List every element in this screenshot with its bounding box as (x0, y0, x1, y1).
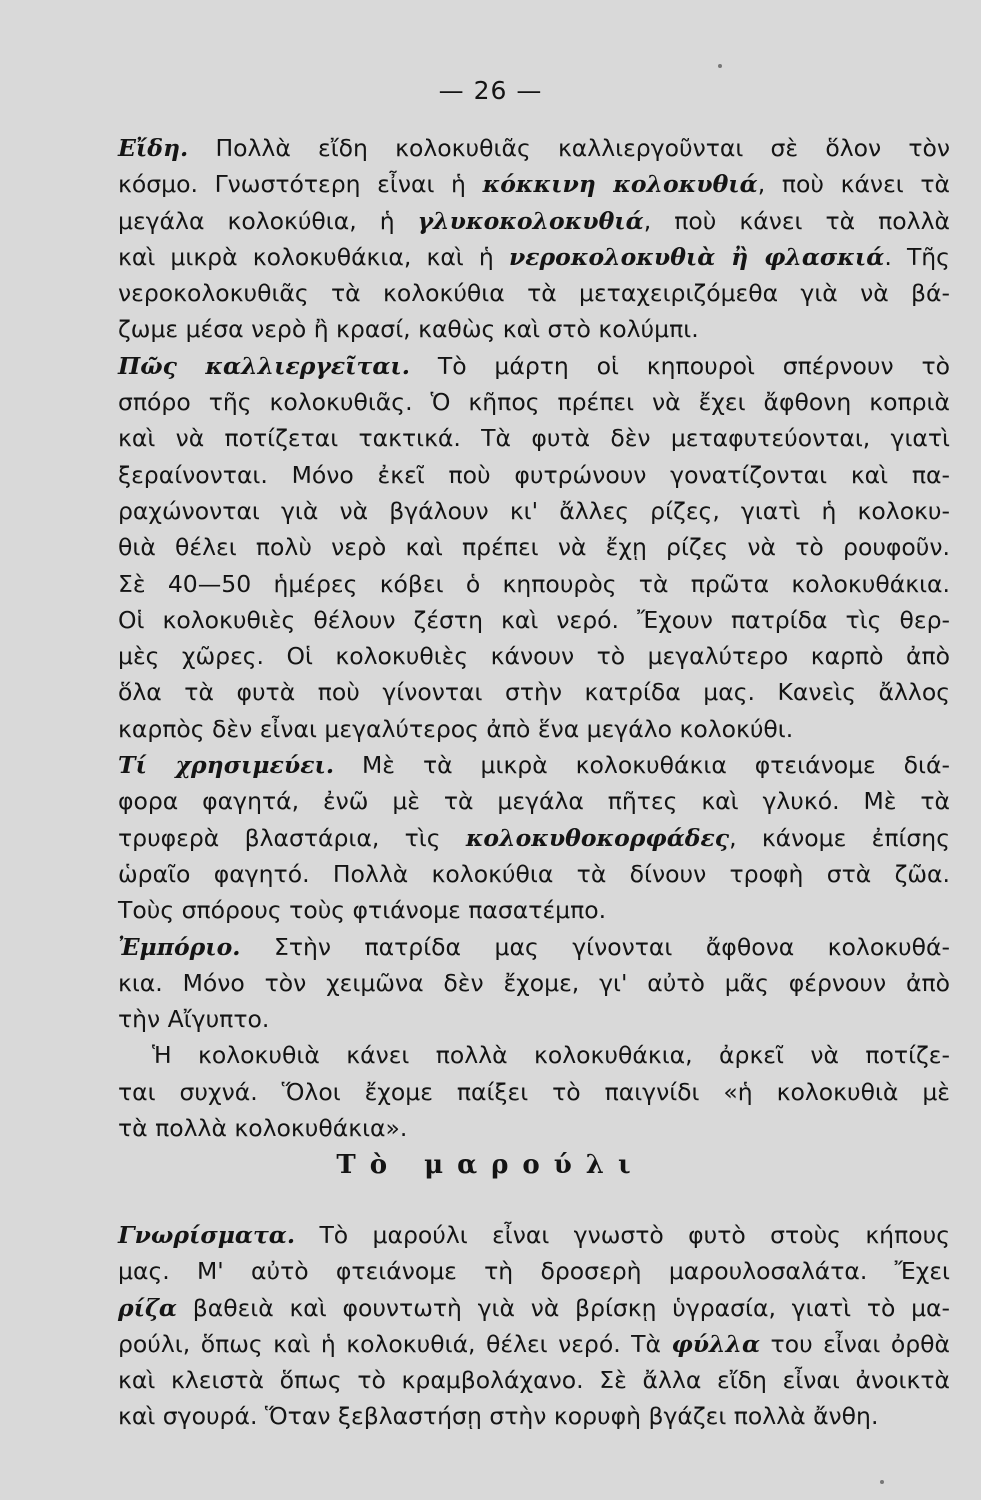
text-line (118, 711, 950, 747)
body-text: Ἡ κολοκυθιὰ κάνει πολλὰ κολοκυθάκια, ἀρκεῖ νὰ ποτίζε- (152, 1041, 950, 1070)
body-text: Σὲ 40—50 ἡμέρες κόβει ὁ κηπουρὸς τὰ πρῶτα κολοκυθάκια. (118, 569, 950, 598)
body-text: καὶ μικρὰ κολοκυθάκια, καὶ ἡ (118, 242, 509, 271)
body-text: Μὲ τὰ μικρὰ κολοκυθάκια φτειάνομε διά- (362, 751, 950, 780)
emphasized-term: κόκκινη κολοκυθιά (482, 170, 758, 199)
body-text: Πολλὰ εἴδη κολοκυθιᾶς καλλιεργοῦνται σὲ ὅλον τὸν (215, 134, 950, 162)
body-text: ὅλα τὰ φυτὰ ποὺ γίνονται στὴν κατρίδα μας. Κανεὶς ἄλλος (118, 678, 950, 707)
body-text: Οἱ κολοκυθιὲς θέλουν ζέστη καὶ νερό. Ἔχουν πατρίδα τὶς θερ- (118, 605, 950, 634)
body-text: μεγάλα κολοκύθια, ἡ (118, 206, 418, 235)
text-line (118, 820, 950, 856)
text-block-upper (118, 130, 950, 1146)
body-text: σπόρο τῆς κολοκυθιᾶς. Ὁ κῆπος πρέπει νὰ ἔχει ἄφθονη κοπριὰ (118, 388, 950, 417)
print-speck (718, 64, 722, 68)
text-line (118, 1326, 950, 1362)
text-line (118, 747, 950, 783)
body-text: . Τῆς (884, 242, 950, 271)
body-text: , κάνομε ἐπίσης (729, 823, 950, 852)
text-line (118, 1398, 950, 1434)
body-text: μὲς χῶρες. Οἱ κολοκυθιὲς κάνουν τὸ μεγαλύτερο καρπὸ ἀπὸ (118, 642, 950, 671)
text-block-lower (118, 1217, 950, 1435)
paragraph (118, 747, 950, 928)
text-line (118, 1110, 950, 1146)
body-text: ρούλι, ὅπως καὶ ἡ κολοκυθιά, θέλει νερό. Τὰ (118, 1329, 672, 1358)
paragraph (118, 130, 950, 348)
body-text: Τὸ μάρτη οἱ κηπουροὶ σπέρνουν τὸ (437, 351, 950, 380)
text-line (118, 130, 950, 166)
body-text: καὶ σγουρά. Ὅταν ξεβλαστήσῃ στὴν κορυφὴ βγάζει πολλὰ ἄνθη. (118, 1402, 879, 1431)
emphasized-term: νεροκολοκυθιὰ ἢ φλασκιά (508, 242, 885, 271)
section-heading: Εἴδη. (118, 134, 189, 162)
text-line (118, 420, 950, 456)
text-line (118, 275, 950, 311)
text-line (118, 638, 950, 674)
page-number: — 26 — (438, 76, 543, 105)
text-line (118, 166, 950, 202)
body-text: τὰ πολλὰ κολοκυθάκια». (118, 1114, 408, 1143)
text-line (118, 203, 950, 239)
paragraph (118, 1217, 950, 1435)
body-text: τρυφερὰ βλαστάρια, τὶς (118, 823, 466, 852)
body-text: ξεραίνονται. Μόνο ἐκεῖ ποὺ φυτρώνουν γονατίζονται καὶ πα- (118, 460, 950, 489)
body-text: κια. Μόνο τὸν χειμῶνα δὲν ἔχομε, γι' αὐτὸ μᾶς φέρνουν ἀπὸ (118, 968, 950, 997)
section-title: Τὸ μαρούλι (336, 1150, 645, 1180)
section-heading: Γνωρίσματα. (118, 1221, 296, 1249)
text-line (118, 1362, 950, 1398)
body-text: ὡραῖο φαγητό. Πολλὰ κολοκύθια τὰ δίνουν τροφὴ στὰ ζῶα. (118, 859, 950, 888)
emphasized-term: γλυκοκολοκυθιά (417, 206, 644, 235)
section-heading: Τί χρησιμεύει. (118, 751, 335, 780)
text-line (118, 674, 950, 710)
body-text: φορα φαγητά, ἐνῶ μὲ τὰ μεγάλα πῆτες καὶ γλυκό. Μὲ τὰ (118, 787, 950, 816)
paragraph (118, 348, 950, 747)
body-text: καὶ νὰ ποτίζεται τακτικά. Τὰ φυτὰ δὲν μεταφυτεύονται, γιατὶ (118, 424, 950, 453)
text-line (118, 566, 950, 602)
text-line (118, 239, 950, 275)
section-heading: Ἐμπόριο. (118, 932, 241, 961)
text-line (118, 965, 950, 1001)
text-line (118, 783, 950, 819)
section-heading: Πῶς καλλιεργεῖται. (118, 351, 410, 380)
text-line (118, 892, 950, 928)
text-line (118, 1037, 950, 1073)
text-line (118, 348, 950, 384)
body-text: , ποὺ κάνει τὰ πολλὰ (643, 206, 950, 235)
body-text: ται συχνά. Ὅλοι ἔχομε παίξει τὸ παιγνίδι «ἡ κολοκυθιὰ μὲ (118, 1077, 950, 1106)
text-line (118, 311, 950, 347)
body-text: τὴν Αἴγυπτο. (118, 1005, 270, 1034)
text-line (118, 1253, 950, 1289)
body-text: του εἶναι ὀρθὰ (760, 1329, 951, 1358)
body-text: θιὰ θέλει πολὺ νερὸ καὶ πρέπει νὰ ἔχῃ ρίζες νὰ τὸ ρουφοῦν. (118, 533, 950, 562)
body-text: , ποὺ κάνει τὰ (757, 170, 950, 199)
body-text: νεροκολοκυθιᾶς τὰ κολοκύθια τὰ μεταχειριζόμεθα γιὰ νὰ βά- (118, 279, 950, 308)
body-text: Τὸ μαρούλι εἶναι γνωστὸ φυτὸ στοὺς κήπους (319, 1221, 950, 1249)
text-line (118, 929, 950, 965)
print-speck (880, 1480, 884, 1484)
body-text: μας. Μ' αὐτὸ φτειάνομε τὴ δροσερὴ μαρουλοσαλάτα. Ἔχει (118, 1257, 950, 1286)
body-text: Στὴν πατρίδα μας γίνονται ἄφθονα κολοκυθά- (274, 932, 950, 961)
emphasized-term: κολοκυθοκορφάδες (465, 823, 730, 852)
text-line (118, 457, 950, 493)
text-line (118, 602, 950, 638)
emphasized-term: φύλλα (671, 1329, 761, 1358)
text-line (118, 1001, 950, 1037)
text-line (118, 1217, 950, 1253)
body-text: καὶ κλειστὰ ὅπως τὸ κραμβολάχανο. Σὲ ἄλλα εἴδη εἶναι ἀνοικτὰ (118, 1366, 950, 1395)
body-text: Τοὺς σπόρους τοὺς φτιάνομε πασατέμπο. (118, 896, 607, 925)
body-text: ζωμε μέσα νερὸ ἢ κρασί, καθὼς καὶ στὸ κολύμπι. (118, 315, 699, 344)
body-text: καρπὸς δὲν εἶναι μεγαλύτερος ἀπὸ ἕνα μεγάλο κολοκύθι. (118, 714, 794, 743)
paragraph (118, 1037, 950, 1146)
text-line (118, 1290, 950, 1326)
body-text: ραχώνονται γιὰ νὰ βγάλουν κι' ἄλλες ρίζες, γιατὶ ἡ κολοκυ- (118, 496, 950, 525)
paragraph (118, 929, 950, 1038)
text-line (118, 493, 950, 529)
body-text: κόσμο. Γνωστότερη εἶναι ἡ (118, 170, 483, 199)
text-line (118, 1074, 950, 1110)
text-line (118, 856, 950, 892)
text-line (118, 529, 950, 565)
text-line (118, 384, 950, 420)
emphasized-term: ρίζα (118, 1293, 178, 1322)
body-text: βαθειὰ καὶ φουντωτὴ γιὰ νὰ βρίσκῃ ὑγρασία, γιατὶ τὸ μα- (177, 1293, 950, 1322)
